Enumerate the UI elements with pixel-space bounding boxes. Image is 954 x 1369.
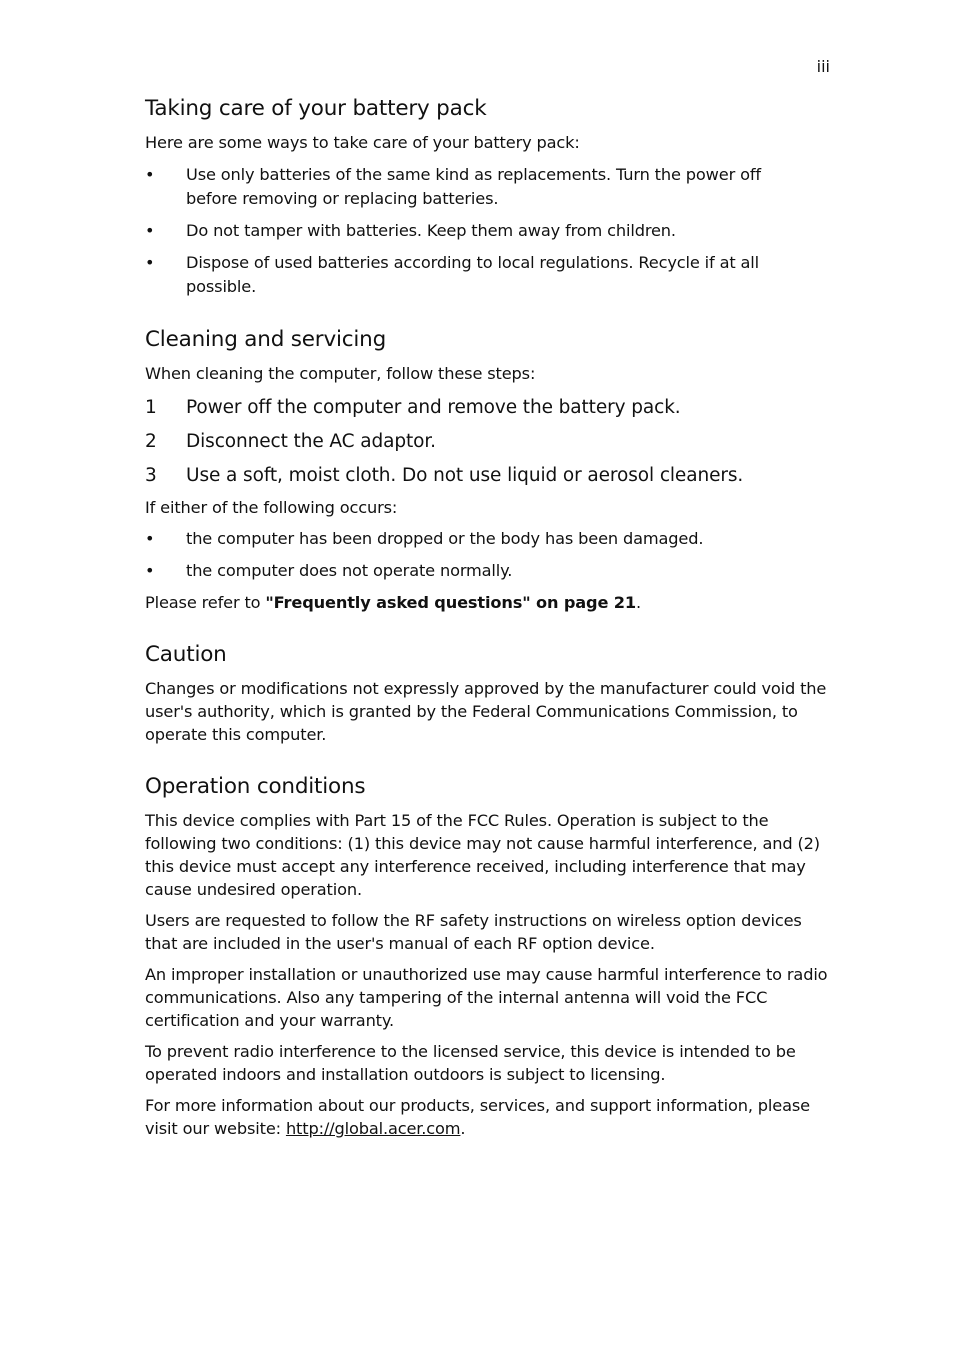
step-number: 2 <box>145 431 157 452</box>
list-item <box>145 527 830 551</box>
caution-text: Changes or modifications not expressly approved by the manufacturer could void the user's authority, which is granted by the Federal Communications Commission, to operate this computer. <box>145 679 827 744</box>
website-suffix: . <box>460 1119 466 1138</box>
cleaning-section <box>145 327 830 614</box>
refer-suffix: . <box>636 593 642 612</box>
list-item-text: Use only batteries of the same kind as replacements. Turn the power off before removing or replacing batteries. <box>186 165 761 208</box>
acer-website-link[interactable]: http://global.acer.com <box>285 1119 461 1138</box>
refer-prefix: Please refer to <box>145 593 266 612</box>
list-item-text: the computer does not operate normally. <box>186 561 513 580</box>
step-item <box>145 462 830 489</box>
website-prefix: For more information about our products, services, and support information, please visit our website: <box>145 1096 810 1138</box>
occurs-bullet-list <box>145 527 830 583</box>
caution-section <box>145 642 830 746</box>
faq-cross-reference-link[interactable]: "Frequently asked questions" on page 21 <box>265 593 637 612</box>
operation-heading: Operation conditions <box>145 774 366 799</box>
bullet-icon: • <box>145 253 155 272</box>
list-item <box>145 163 816 211</box>
operation-paragraph: To prevent radio interference to the licensed service, this device is intended to be operated indoors and installation outdoors is subject to licensing. <box>145 1042 796 1084</box>
step-text: Use a soft, moist cloth. Do not use liquid or aerosol cleaners. <box>186 465 744 486</box>
bullet-icon: • <box>145 561 155 580</box>
list-item-text: Do not tamper with batteries. Keep them away from children. <box>186 221 676 240</box>
refer-paragraph <box>145 591 830 614</box>
bullet-icon: • <box>145 165 155 184</box>
cleaning-heading: Cleaning and servicing <box>145 327 387 352</box>
list-item-text: Dispose of used batteries according to local regulations. Recycle if at all possible. <box>186 253 760 296</box>
operation-paragraph: Users are requested to follow the RF safety instructions on wireless option devices that are included in the user's manual of each RF option device. <box>145 911 802 953</box>
operation-paragraph: This device complies with Part 15 of the FCC Rules. Operation is subject to the following two conditions: (1) this device may not cause harmful interference, and (2) this device must accept any interference received, including interference that may cause undesired operation. <box>145 811 820 899</box>
step-text: Power off the computer and remove the battery pack. <box>186 397 681 418</box>
page-content <box>145 96 830 1140</box>
step-number: 1 <box>145 397 157 418</box>
page-number: iii <box>816 57 830 76</box>
caution-heading: Caution <box>145 642 227 667</box>
battery-heading: Taking care of your battery pack <box>145 96 487 121</box>
step-item <box>145 394 830 421</box>
cleaning-steps-list <box>145 394 830 489</box>
list-item <box>145 219 830 243</box>
step-item <box>145 428 830 455</box>
cleaning-intro: When cleaning the computer, follow these steps: <box>145 364 536 383</box>
list-item <box>145 251 786 299</box>
step-number: 3 <box>145 465 157 486</box>
bullet-icon: • <box>145 221 155 240</box>
battery-intro: Here are some ways to take care of your battery pack: <box>145 133 580 152</box>
battery-section <box>145 96 830 299</box>
battery-bullet-list <box>145 163 830 299</box>
operation-paragraph: An improper installation or unauthorized use may cause harmful interference to radio communications. Also any tampering of the internal antenna will void the FCC certification and your warranty. <box>145 965 828 1030</box>
bullet-icon: • <box>145 529 155 548</box>
operation-section <box>145 774 830 1140</box>
website-paragraph <box>145 1094 830 1140</box>
occurs-intro: If either of the following occurs: <box>145 498 398 517</box>
list-item-text: the computer has been dropped or the body has been damaged. <box>186 529 704 548</box>
step-text: Disconnect the AC adaptor. <box>186 431 436 452</box>
list-item <box>145 559 830 583</box>
